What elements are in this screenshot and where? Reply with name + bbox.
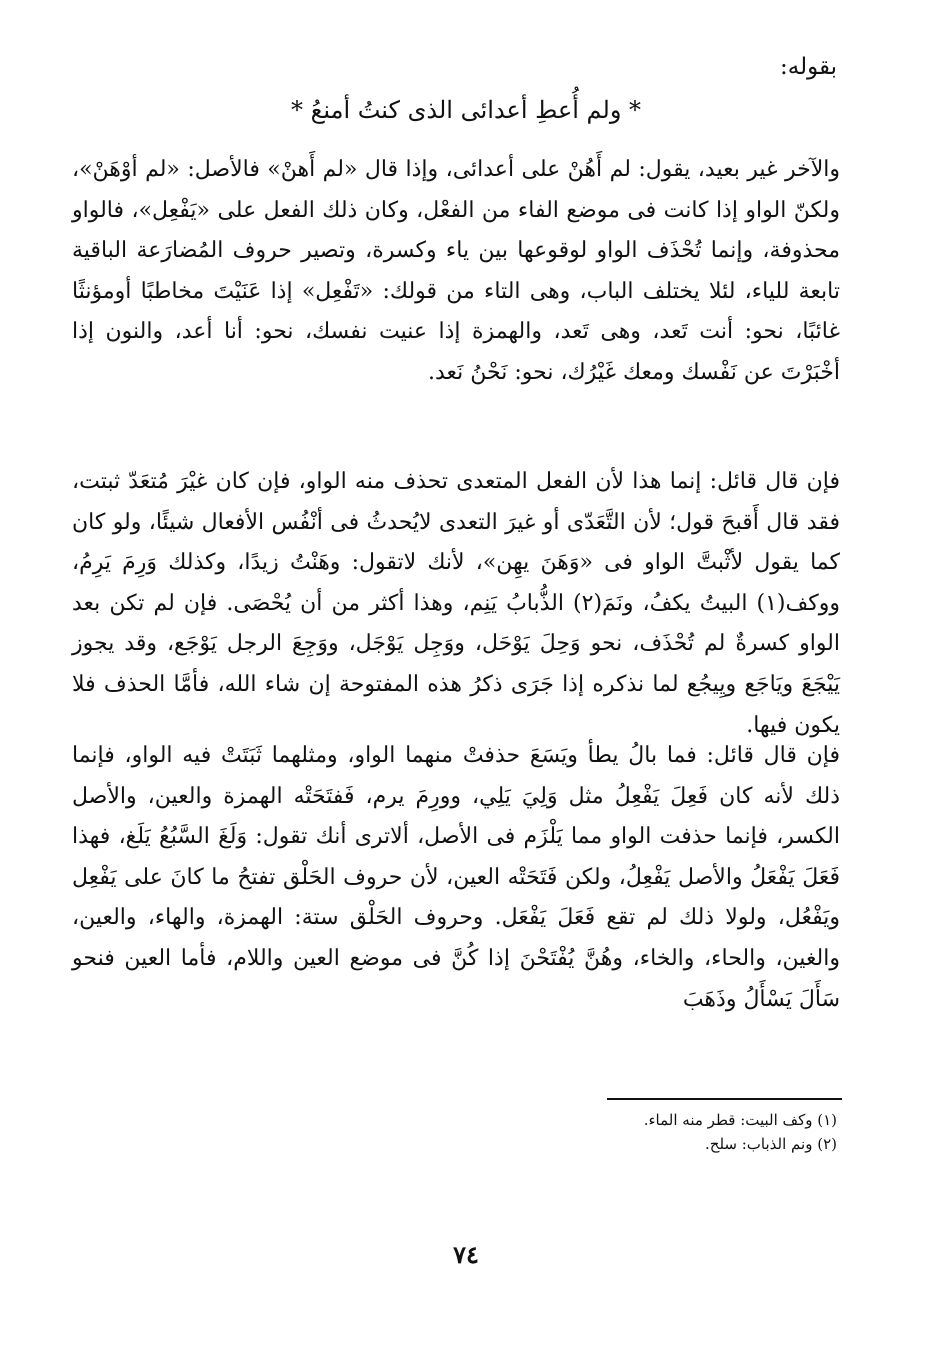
footnote: (٢) ونم الذباب: سلح. [705, 1135, 837, 1153]
page-number: ٧٤ [453, 1240, 479, 1269]
paragraph: فإن قال قائل: إنما هذا لأن الفعل المتعدى تحذف منه الواو، فإن كان غيْرَ مُتعَدّ ثبتت، فقد قال أَقبحَ قول؛ لأن التَّعَدّى أو غيرَ التعدى لايُحدثُ فى أنْفُس الأفعال شيئًا، ولو كان كما يقول لأثْبتَّ الواو فى «وَهَنَ يهِن»، لأنك لاتقول: وهَنْتُ زيدًا، وكذلك وَرِمَ يَرِمُ، ووكف(١) البيتُ يكفُ، ونَمَ(٢) الذُّبابُ يَنِم، وهذا أكثر من أن يُحْصَى. فإن لم تكن بعد الواو كسرةٌ لم تُحْذَف، نحو وَحِلَ يَوْحَل، ووَجِل يَوْجَل، ووَجِعَ الرجل يَوْجَع، وقد يجوز يَيْجَعَ ويَاجَع ويِيجُع لما نذكره إذا جَرَى ذكرُ هذه المفتوحة إن شاء الله، فأمَّا الحذف فلا يكون فيها. [72, 469, 840, 738]
paragraph: فإن قال قائل: فما بالُ يطأ ويَسَعَ حذفتْ منهما الواو، ومثلهما ثَبَتَتْ فيه الواو، فإنما ذلك لأنه كان فَعِلَ يَفْعِلُ مثل وَلِيَ يَلِي، وورِمَ يرم، فَفتَحَتْه الهمزة والعين، والأصل الكسر، فإنما حذفت الواو مما يَلْزَم فى الأصل، ألاترى أنك تقول: وَلَغَ السَّبُعُ يَلَغ، فهذا فَعَلَ يَفْعَلُ والأصل يَفْعِلُ، ولكن فَتَحَتْه العين، لأن حروف الحَلْق تفتحُ ما كانَ على يَفْعِل ويَفْعُل، ولولا ذلك لم تقع فَعَلَ يَفْعَل. وحروف الحَلْق ستة: الهمزة، والهاء، والعين، والغين، والحاء، والخاء، وهُنَّ يُفْتَحْنَ إذا كُنَّ فى موضع العين واللام، فأما العين فنحو سَأَلَ يَسْأَلُ وذَهَبَ [72, 743, 840, 1012]
footnote: (١) وكف البيت: قطر منه الماء. [643, 1111, 837, 1129]
footnote-divider [607, 1098, 842, 1100]
paragraph: والآخر غير بعيد، يقول: لم أَهُنْ على أعدائى، وإذا قال «لم أَهنْ» فالأصل: «لم أوْهَنْ»، ولكنّ الواو إذا كانت فى موضع الفاء من الفعْل، وكان ذلك الفعل على «يَفْعِل»، فالواو محذوفة، وإنما تُحْذَف الواو لوقوعها بين ياء وكسرة، وتصير حروف المُضارَعة الباقية تابعة للياء، لئلا يختلف الباب، وهى التاء من قولك: «تَفْعِل» إذا عَنَيْتَ مخاطبًا أومؤنثًا غائبًا، نحو: أنت تَعد، وهى تَعد، والهمزة إذا عنيت نفسك، نحو: أنا أعد، والنون إذا أخْبَرْتَ عن نَفْسك ومعك غَيْرُك، نحو: نَحْنُ نَعد. [72, 157, 840, 385]
verse-line: * ولم أُعطِ أعدائى الذى كنتُ أمنعُ * [290, 96, 642, 124]
intro-line: بقوله: [779, 54, 837, 80]
footnotes [644, 1108, 837, 1156]
